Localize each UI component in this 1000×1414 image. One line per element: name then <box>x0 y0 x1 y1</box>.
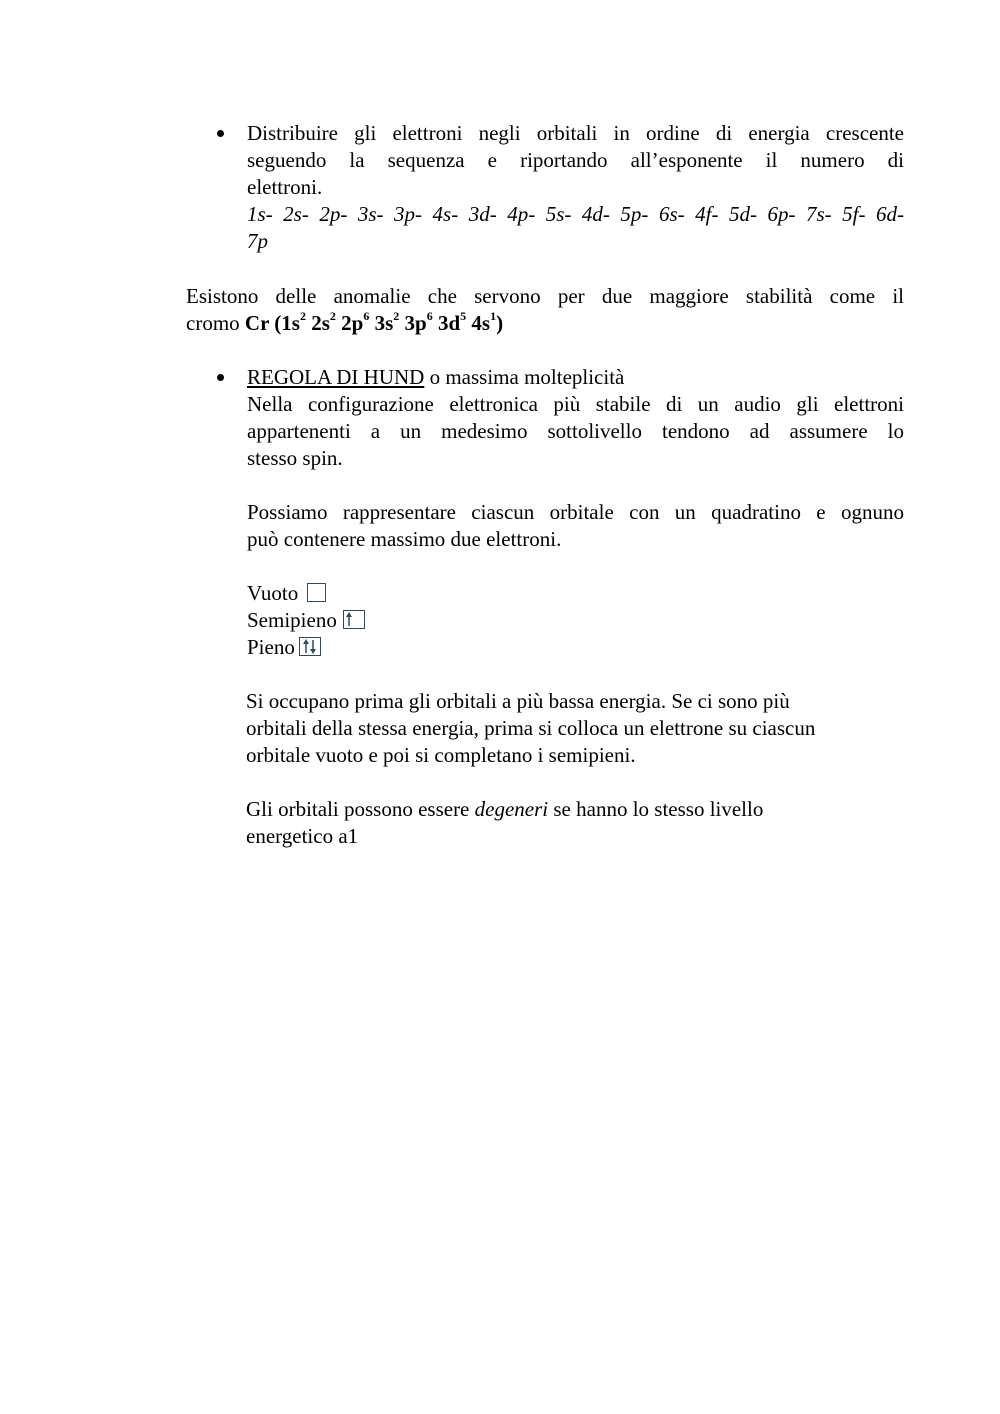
degenerate-line1 <box>246 796 906 823</box>
anomaly-prefix: cromo <box>186 311 245 335</box>
exp-4s: 1 <box>490 309 497 323</box>
orb-2s: 2s <box>311 311 330 335</box>
hund-line1: Nella configurazione elettronica più stabile di un audio gli elettroni <box>247 392 904 416</box>
filling-order-paragraph <box>246 688 906 769</box>
orb-3s: 3s <box>374 311 394 335</box>
representation-paragraph <box>247 499 904 553</box>
bullet-item-hund <box>247 364 904 472</box>
orb-3p: 3p <box>404 311 427 335</box>
hund-heading <box>247 364 904 391</box>
orb-3d: 3d <box>437 311 461 335</box>
degenerate-line2: energetico a1 <box>246 824 359 848</box>
bullet1-line2: seguendo la sequenza e riportando all’esponente il numero di <box>247 148 904 172</box>
bullet-item-distribution <box>247 120 904 255</box>
degenerate-suffix: se hanno lo stesso livello <box>548 797 764 821</box>
filling-line1: Si occupano prima gli orbitali a più bassa energia. Se ci sono più <box>246 689 790 713</box>
exp-3p: 6 <box>426 309 433 323</box>
exp-3d: 5 <box>460 309 467 323</box>
bullet1-line3: elettroni. <box>247 175 323 199</box>
half-filled-orbital-up-arrow-icon <box>343 610 365 629</box>
legend-half-label: Semipieno <box>247 608 337 632</box>
exp-1s: 2 <box>299 309 306 323</box>
orbital-sequence-line2: 7p <box>247 229 268 253</box>
hund-line3: stesso spin. <box>247 446 343 470</box>
hund-line2: appartenenti a un medesimo sottolivello tendono ad assumere lo <box>247 419 904 443</box>
orbital-sequence-line1: 1s- 2s- 2p- 3s- 3p- 4s- 3d- 4p- 5s- 4d- 5p- 6s- 4f- 5d- 6p- 7s- 5f- 6d- <box>247 202 904 226</box>
exp-2p: 6 <box>363 309 370 323</box>
filling-line2: orbitali della stessa energia, prima si colloca un elettrone su ciascun <box>246 716 816 740</box>
legend-full-label: Pieno <box>247 635 295 659</box>
legend-empty <box>247 580 326 607</box>
legend-empty-label: Vuoto <box>247 581 299 605</box>
empty-orbital-box-icon <box>307 583 326 602</box>
orb-2p: 2p <box>341 311 364 335</box>
bullet-dot <box>217 374 224 381</box>
bullet-dot <box>217 130 224 137</box>
degenerate-term: degeneri <box>474 797 549 821</box>
legend-full <box>247 634 321 661</box>
chromium-configuration <box>245 311 503 335</box>
anomaly-paragraph <box>186 283 904 337</box>
full-orbital-up-down-arrows-icon <box>299 637 321 656</box>
exp-3s: 2 <box>393 309 400 323</box>
chromium-symbol: Cr (1s <box>244 311 300 335</box>
hund-title: REGOLA DI HUND <box>247 365 425 389</box>
orb-4s: 4s <box>471 311 491 335</box>
legend-half <box>247 607 365 634</box>
hund-title-suffix: o massima molteplicità <box>424 365 625 389</box>
anomaly-line2 <box>186 310 904 337</box>
exp-2s: 2 <box>329 309 336 323</box>
degenerate-paragraph <box>246 796 906 850</box>
closing-paren: ) <box>496 311 504 335</box>
bullet1-line1: Distribuire gli elettroni negli orbitali in ordine di energia crescente <box>247 121 904 145</box>
representation-line2: può contenere massimo due elettroni. <box>247 527 562 551</box>
anomaly-line1: Esistono delle anomalie che servono per due maggiore stabilità come il <box>186 284 904 308</box>
filling-line3: orbitale vuoto e poi si completano i semipieni. <box>246 743 636 767</box>
representation-line1: Possiamo rappresentare ciascun orbitale con un quadratino e ognuno <box>247 500 904 524</box>
degenerate-prefix: Gli orbitali possono essere <box>246 797 475 821</box>
